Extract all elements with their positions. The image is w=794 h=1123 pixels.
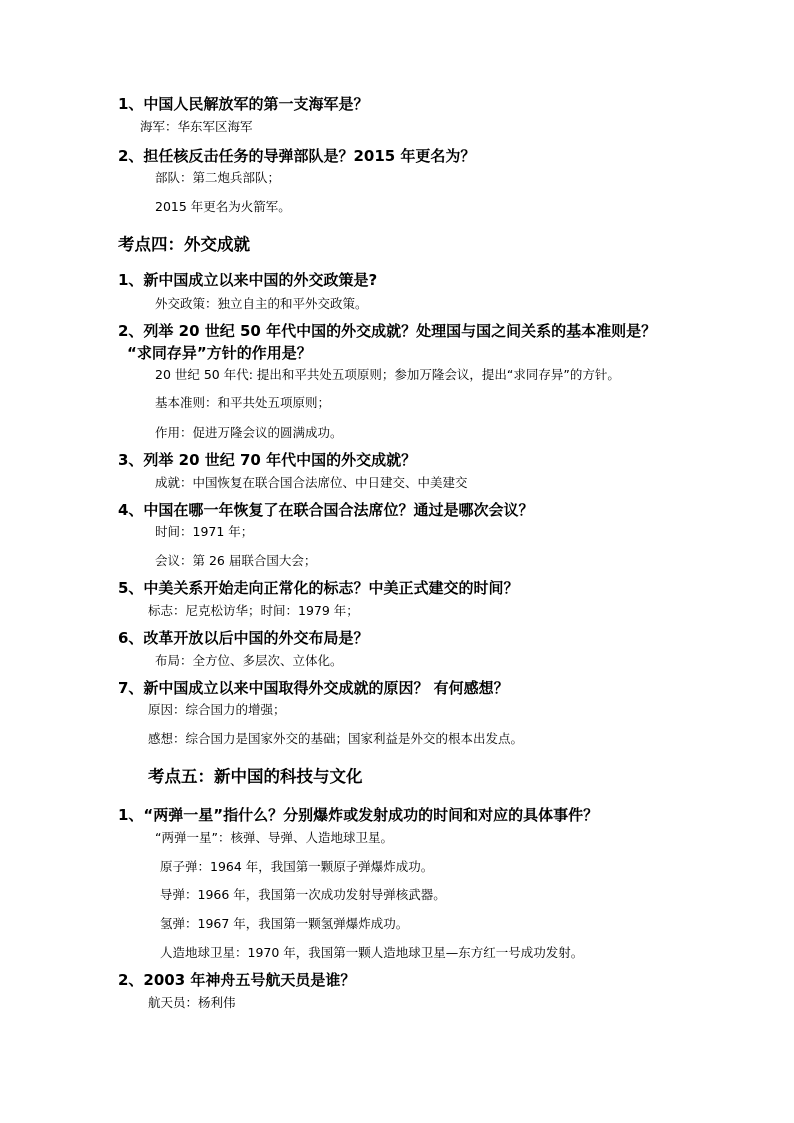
answer-text: 时间：1971 年； <box>155 524 254 539</box>
answer-text: 原因：综合国力的增强； <box>148 702 286 717</box>
answer-text: 作用：促进万隆会议的圆满成功。 <box>155 425 343 440</box>
answer-text: 氢弹：1967 年，我国第一颗氢弹爆炸成功。 <box>160 916 409 931</box>
question-text: 2、列举 20 世纪 50 年代中国的外交成就？处理国与国之间关系的基本准则是？ <box>118 322 657 340</box>
question-text: 5、中美关系开始走向正常化的标志？中美正式建交的时间？ <box>118 579 519 597</box>
question-text: 1、新中国成立以来中国的外交政策是? <box>118 271 378 289</box>
section-heading: 考点五：新中国的科技与文化 <box>148 767 363 786</box>
answer-text: 外交政策：独立自主的和平外交政策。 <box>155 296 368 311</box>
question-text: 1、中国人民解放军的第一支海军是？ <box>118 95 369 113</box>
question-text: “求同存异”方针的作用是？ <box>127 344 312 362</box>
answer-text: “两弹一星”：核弹、导弹、人造地球卫星。 <box>155 830 393 845</box>
question-text: 1、“两弹一星”指什么？分别爆炸或发射成功的时间和对应的具体事件？ <box>118 806 599 824</box>
answer-text: 标志：尼克松访华；时间：1979 年； <box>148 603 359 618</box>
answer-text: 海军：华东军区海军 <box>140 119 253 134</box>
answer-text: 人造地球卫星：1970 年，我国第一颗人造地球卫星—东方红一号成功发射。 <box>160 945 584 960</box>
answer-text: 感想：综合国力是国家外交的基础；国家利益是外交的根本出发点。 <box>148 731 524 746</box>
question-text: 2、2003 年神舟五号航天员是谁？ <box>118 971 356 989</box>
answer-text: 布局：全方位、多层次、立体化。 <box>155 653 343 668</box>
answer-text: 成就：中国恢复在联合国合法席位、中日建交、中美建交 <box>155 475 468 490</box>
answer-text: 导弹：1966 年，我国第一次成功发射导弹核武器。 <box>160 887 446 902</box>
question-text: 3、列举 20 世纪 70 年代中国的外交成就？ <box>118 451 417 469</box>
section-heading: 考点四：外交成就 <box>118 235 250 254</box>
question-text: 7、新中国成立以来中国取得外交成就的原因？ 有何感想？ <box>118 679 509 697</box>
answer-text: 会议：第 26 届联合国大会； <box>155 553 317 568</box>
question-text: 4、中国在哪一年恢复了在联合国合法席位？通过是哪次会议？ <box>118 501 534 519</box>
question-text: 2、担任核反击任务的导弹部队是？2015 年更名为？ <box>118 147 476 165</box>
answer-text: 原子弹：1964 年，我国第一颗原子弹爆炸成功。 <box>160 859 434 874</box>
question-text: 6、改革开放以后中国的外交布局是？ <box>118 629 369 647</box>
answer-text: 部队：第二炮兵部队； <box>155 170 281 185</box>
answer-text: 基本准则：和平共处五项原则； <box>155 395 331 410</box>
answer-text: 2015 年更名为火箭军。 <box>155 199 291 214</box>
answer-text: 航天员：杨利伟 <box>148 995 236 1010</box>
answer-text: 20 世纪 50 年代: 提出和平共处五项原则；参加万隆会议，提出“求同存异”的方针。 <box>155 367 620 382</box>
